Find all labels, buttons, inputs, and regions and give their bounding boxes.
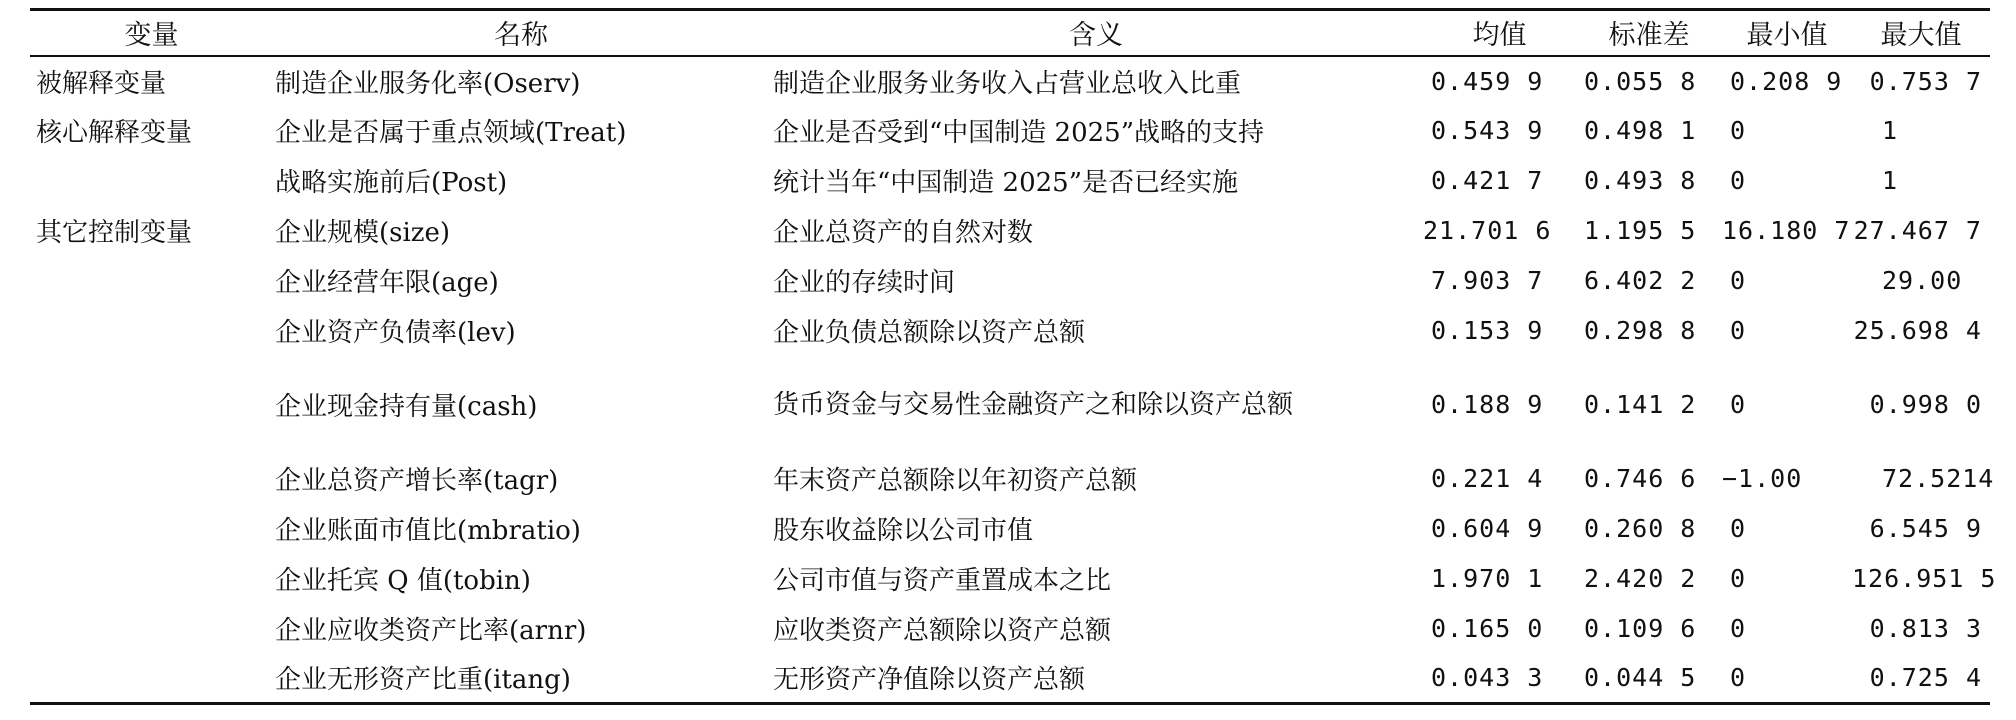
row-name: 企业托宾 Q 值(tobin) bbox=[275, 566, 531, 596]
row-mean: 0.221 4 bbox=[1431, 464, 1544, 493]
row-min: 0 bbox=[1730, 266, 1747, 295]
row-category bbox=[30, 356, 273, 454]
row-max: 126.951 5 bbox=[1852, 564, 1997, 593]
document-page bbox=[30, 0, 1997, 720]
row-sd: 0.109 6 bbox=[1584, 614, 1697, 643]
table-row bbox=[30, 554, 1990, 604]
row-name: 企业是否属于重点领域(Treat) bbox=[275, 118, 627, 148]
row-name: 企业规模(size) bbox=[275, 218, 451, 248]
header-meaning: 含义 bbox=[769, 10, 1423, 56]
row-sd: 2.420 2 bbox=[1584, 564, 1697, 593]
row-category: 核心解释变量 bbox=[36, 118, 193, 148]
header-sd: 标准差 bbox=[1576, 10, 1722, 56]
row-mean: 0.459 9 bbox=[1431, 66, 1544, 96]
row-category: 其它控制变量 bbox=[36, 218, 193, 248]
header-mean: 均值 bbox=[1423, 10, 1576, 56]
table-row bbox=[30, 604, 1990, 654]
row-category bbox=[30, 604, 273, 654]
row-meaning: 制造企业服务业务收入占营业总收入比重 bbox=[773, 68, 1242, 99]
table-row bbox=[30, 454, 1990, 504]
row-mean: 0.165 0 bbox=[1431, 614, 1544, 643]
row-sd: 0.055 8 bbox=[1584, 66, 1697, 96]
row-category bbox=[30, 554, 273, 604]
row-name: 制造企业服务化率(Oserv) bbox=[275, 68, 581, 99]
row-sd: 0.498 1 bbox=[1584, 116, 1697, 145]
row-min: −1.00 bbox=[1722, 464, 1803, 493]
row-category bbox=[30, 306, 273, 356]
row-category bbox=[30, 454, 273, 504]
row-sd: 0.044 5 bbox=[1576, 654, 1722, 704]
row-category bbox=[30, 256, 273, 306]
row-max: 27.467 7 bbox=[1853, 216, 1982, 245]
row-name: 企业应收类资产比率(arnr) bbox=[275, 616, 587, 646]
row-max: 1 bbox=[1882, 166, 1899, 195]
row-meaning-cell bbox=[769, 356, 1423, 454]
table-row bbox=[30, 504, 1990, 554]
table-row bbox=[30, 156, 1990, 206]
row-mean: 0.421 7 bbox=[1431, 166, 1544, 195]
row-sd: 0.141 2 bbox=[1584, 390, 1697, 419]
row-min: 0 bbox=[1730, 166, 1747, 195]
variable-table bbox=[30, 8, 1997, 705]
row-meaning: 企业总资产的自然对数 bbox=[773, 218, 1034, 248]
header-min: 最小值 bbox=[1722, 10, 1852, 56]
table-row bbox=[30, 206, 1990, 256]
row-meaning: 公司市值与资产重置成本之比 bbox=[773, 566, 1112, 596]
row-min: 0 bbox=[1730, 614, 1747, 643]
row-meaning: 股东收益除以公司市值 bbox=[773, 516, 1034, 546]
row-min: 0 bbox=[1722, 654, 1852, 704]
row-max: 0.753 7 bbox=[1869, 66, 1982, 96]
row-mean: 0.543 9 bbox=[1431, 116, 1544, 145]
row-name: 企业资产负债率(lev) bbox=[275, 318, 516, 348]
row-max: 0.725 4 bbox=[1852, 654, 1990, 704]
header-name: 名称 bbox=[273, 10, 769, 56]
row-min: 0 bbox=[1730, 390, 1747, 419]
row-max: 25.698 4 bbox=[1853, 316, 1982, 345]
row-category bbox=[30, 156, 273, 206]
table-row bbox=[30, 306, 1990, 356]
row-meaning: 企业负债总额除以资产总额 bbox=[773, 318, 1086, 348]
row-meaning: 货币资金与交易性金融资产之和除以资产总额 bbox=[773, 389, 1294, 420]
row-mean: 0.604 9 bbox=[1431, 514, 1544, 543]
row-min: 0.208 9 bbox=[1730, 66, 1843, 96]
row-meaning: 无形资产净值除以资产总额 bbox=[769, 654, 1423, 704]
table-row bbox=[30, 56, 1990, 106]
row-meaning: 企业是否受到“中国制造 2025”战略的支持 bbox=[773, 118, 1265, 148]
row-min: 0 bbox=[1730, 514, 1747, 543]
row-max: 1 bbox=[1882, 116, 1899, 145]
row-min: 16.180 7 bbox=[1722, 216, 1851, 245]
row-name: 企业总资产增长率(tagr) bbox=[275, 466, 559, 496]
row-mean: 0.153 9 bbox=[1431, 316, 1544, 345]
row-sd: 0.746 6 bbox=[1584, 464, 1697, 493]
row-category bbox=[30, 504, 273, 554]
table-row bbox=[30, 106, 1990, 156]
row-mean: 0.043 3 bbox=[1423, 654, 1576, 704]
table-row bbox=[30, 654, 1990, 704]
row-name: 企业经营年限(age) bbox=[275, 268, 499, 298]
header-max: 最大值 bbox=[1852, 10, 1990, 56]
row-min: 0 bbox=[1730, 116, 1747, 145]
row-meaning: 统计当年“中国制造 2025”是否已经实施 bbox=[773, 168, 1239, 198]
table-row bbox=[30, 256, 1990, 306]
row-category bbox=[30, 654, 273, 704]
row-meaning: 应收类资产总额除以资产总额 bbox=[773, 616, 1112, 646]
row-name: 战略实施前后(Post) bbox=[275, 168, 508, 198]
row-max: 6.545 9 bbox=[1869, 514, 1982, 543]
row-sd: 0.260 8 bbox=[1584, 514, 1697, 543]
row-name: 企业现金持有量(cash) bbox=[275, 392, 538, 422]
row-name: 企业账面市值比(mbratio) bbox=[275, 516, 581, 546]
header-variable: 变量 bbox=[30, 10, 273, 56]
row-mean: 1.970 1 bbox=[1431, 564, 1544, 593]
row-meaning: 年末资产总额除以年初资产总额 bbox=[773, 466, 1138, 496]
row-mean: 21.701 6 bbox=[1423, 216, 1552, 245]
table-row bbox=[30, 356, 1990, 454]
row-name: 企业无形资产比重(itang) bbox=[273, 654, 769, 704]
row-category: 被解释变量 bbox=[36, 68, 167, 99]
row-max: 72.5214 bbox=[1882, 464, 1995, 493]
row-sd: 1.195 5 bbox=[1584, 216, 1697, 245]
table-header-row bbox=[30, 10, 1990, 56]
row-sd: 0.493 8 bbox=[1584, 166, 1697, 195]
row-max: 0.998 0 bbox=[1869, 390, 1982, 419]
row-mean: 0.188 9 bbox=[1431, 390, 1544, 419]
row-sd: 0.298 8 bbox=[1584, 316, 1697, 345]
row-mean: 7.903 7 bbox=[1431, 266, 1544, 295]
row-min: 0 bbox=[1730, 316, 1747, 345]
row-max: 29.00 bbox=[1882, 266, 1963, 295]
row-meaning: 企业的存续时间 bbox=[773, 268, 956, 298]
row-min: 0 bbox=[1730, 564, 1747, 593]
row-max: 0.813 3 bbox=[1869, 614, 1982, 643]
row-sd: 6.402 2 bbox=[1584, 266, 1697, 295]
